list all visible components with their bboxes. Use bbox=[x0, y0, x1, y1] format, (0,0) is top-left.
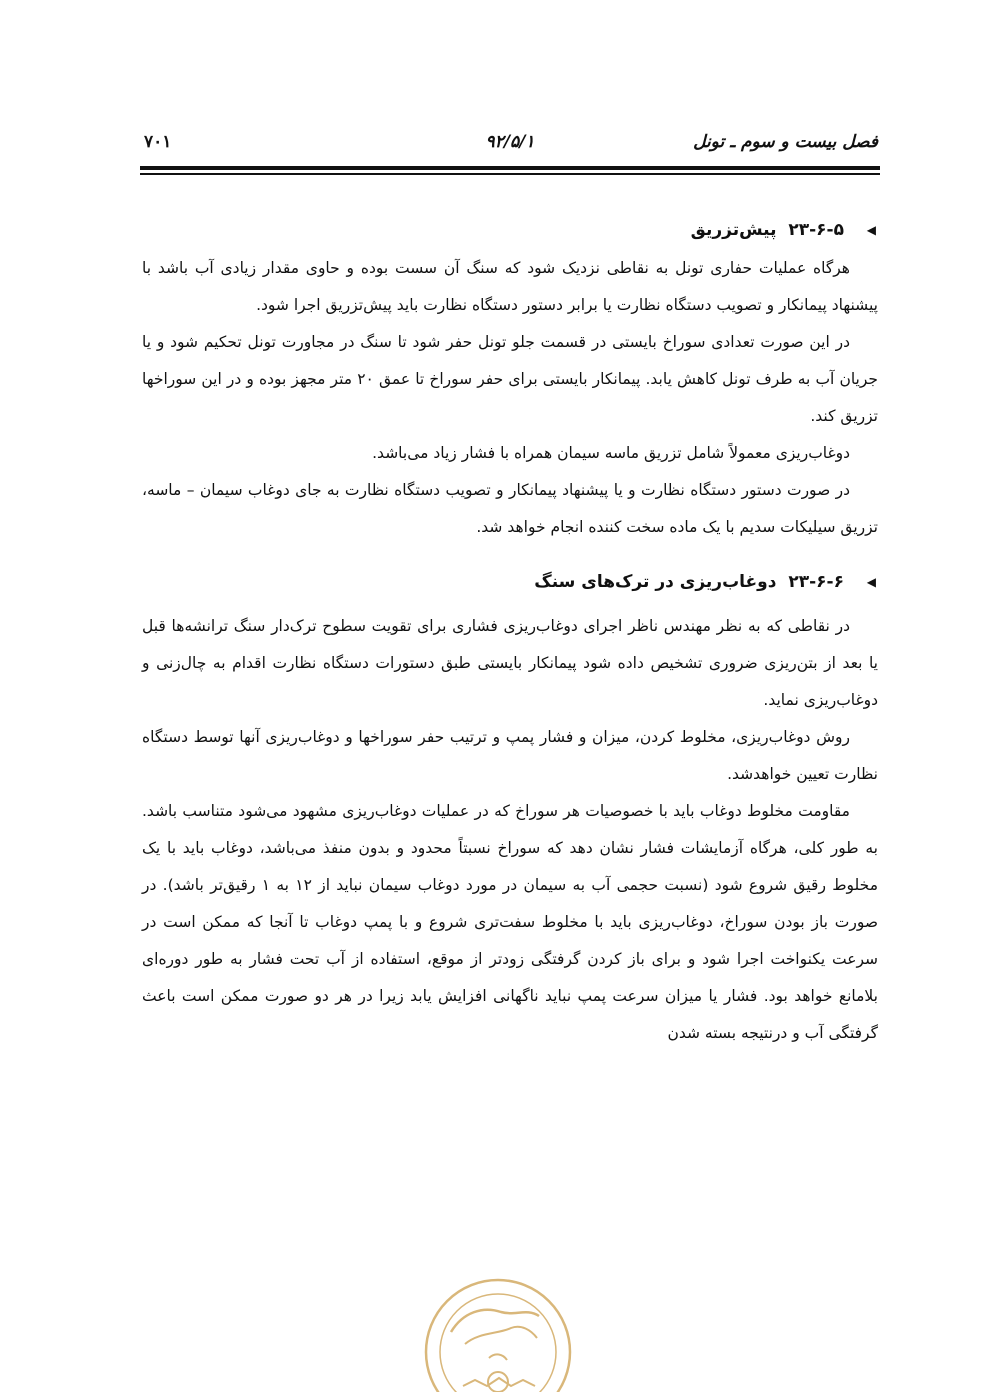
header-rule-thin bbox=[140, 173, 880, 175]
page-header bbox=[140, 128, 880, 162]
paragraph: در این صورت تعدادی سوراخ بایستی در قسمت جلو تونل حفر شود تا سنگ در مجاورت تونل تحکیم شود و یا جریان آب به طرف تونل کاهش یابد. پیمانکار بایستی برای حفر سوراخ تا عمق ۲۰ متر مجهز بوده و در این سوراخها تزریق کند. bbox=[142, 333, 879, 425]
paragraph: در صورت دستور دستگاه نظارت و یا پیشنهاد پیمانکار و تصویب دستگاه نظارت به جای دوغاب سیمان – ماسه، تزریق سیلیکات سدیم با یک ماده سخت کننده انجام خواهد شد. bbox=[142, 481, 878, 536]
section-title: پیش‌تزریق bbox=[690, 220, 777, 240]
bullet-arrow-icon: ◀ bbox=[866, 575, 876, 589]
chapter-title: فصل بیست و سوم ـ تونل bbox=[693, 132, 878, 152]
paragraph: در نقاطی که به نظر مهندس ناظر اجرای دوغاب‌ریزی فشاری برای تقویت سطوح ترک‌دار سنگ ترانشه‌ها قبل یا بعد از بتن‌ریزی ضروری تشخیص داده شود پیمانکار بایستی طبق دستورات دستگاه نظارت اقدام به چال‌زنی و دوغاب‌ریزی نماید. bbox=[142, 617, 878, 709]
bullet-arrow-icon: ◀ bbox=[866, 223, 876, 237]
publisher-seal-logo-icon bbox=[403, 1272, 593, 1392]
page-content bbox=[142, 210, 878, 1052]
section-heading-crack-grouting bbox=[142, 562, 878, 602]
section-number: ۲۳-۶-۵ bbox=[788, 220, 844, 240]
paragraph: دوغاب‌ریزی معمولاً شامل تزریق ماسه سیمان همراه با فشار زیاد می‌باشد. bbox=[372, 444, 850, 462]
section-number: ۲۳-۶-۶ bbox=[788, 572, 844, 592]
section-title: دوغاب‌ریزی در ترک‌های سنگ bbox=[534, 572, 777, 592]
header-rule-thick bbox=[140, 166, 880, 170]
header-date: ۹۲/۵/۱ bbox=[485, 132, 535, 152]
page-number: ۷۰۱ bbox=[144, 132, 172, 152]
paragraph: روش دوغاب‌ریزی، مخلوط کردن، میزان و فشار پمپ و ترتیب حفر سوراخها و دوغاب‌ریزی آنها توسط دستگاه نظارت تعیین خواهدشد. bbox=[142, 728, 878, 783]
section-heading-pre-grouting bbox=[142, 210, 878, 250]
paragraph: هرگاه عملیات حفاری تونل به نقاطی نزدیک شود که سنگ آن سست بوده و حاوی مقدار زیادی آب باشد با پیشنهاد پیمانکار و تصویب دستگاه نظارت یا برابر دستور دستگاه نظارت باید پیش‌تزریق اجرا شود. bbox=[142, 259, 878, 314]
paragraph: مقاومت مخلوط دوغاب باید با خصوصیات هر سوراخ که در عملیات دوغاب‌ریزی مشهود می‌شود متناسب باشد. به طور کلی، هرگاه آزمایشات فشار نشان دهد که سوراخ نسبتاً محدود و بدون منفذ می‌باشد، دوغاب باید با یک مخلوط رقیق شروع شود (نسبت حجمی آب به سیمان در مورد دوغاب سیمان نباید از ۱۲ به ۱ رقیق‌تر باشد). در صورت باز بودن سوراخ، دوغاب‌ریزی باید با مخلوط سفت‌تری شروع و با پمپ دوغاب تا آنجا که ممکن است در سرعت یکنواخت اجرا شود و برای باز کردن گرفتگی زودتر از موقع، استفاده از آب تحت فشار به طور دوره‌ای بلامانع خواهد بود. فشار یا میزان سرعت پمپ نباید ناگهانی افزایش یابد زیرا در هر دو صورت ممکن است باعث گرفتگی آب و درنتیجه بسته شدن bbox=[142, 802, 878, 1042]
